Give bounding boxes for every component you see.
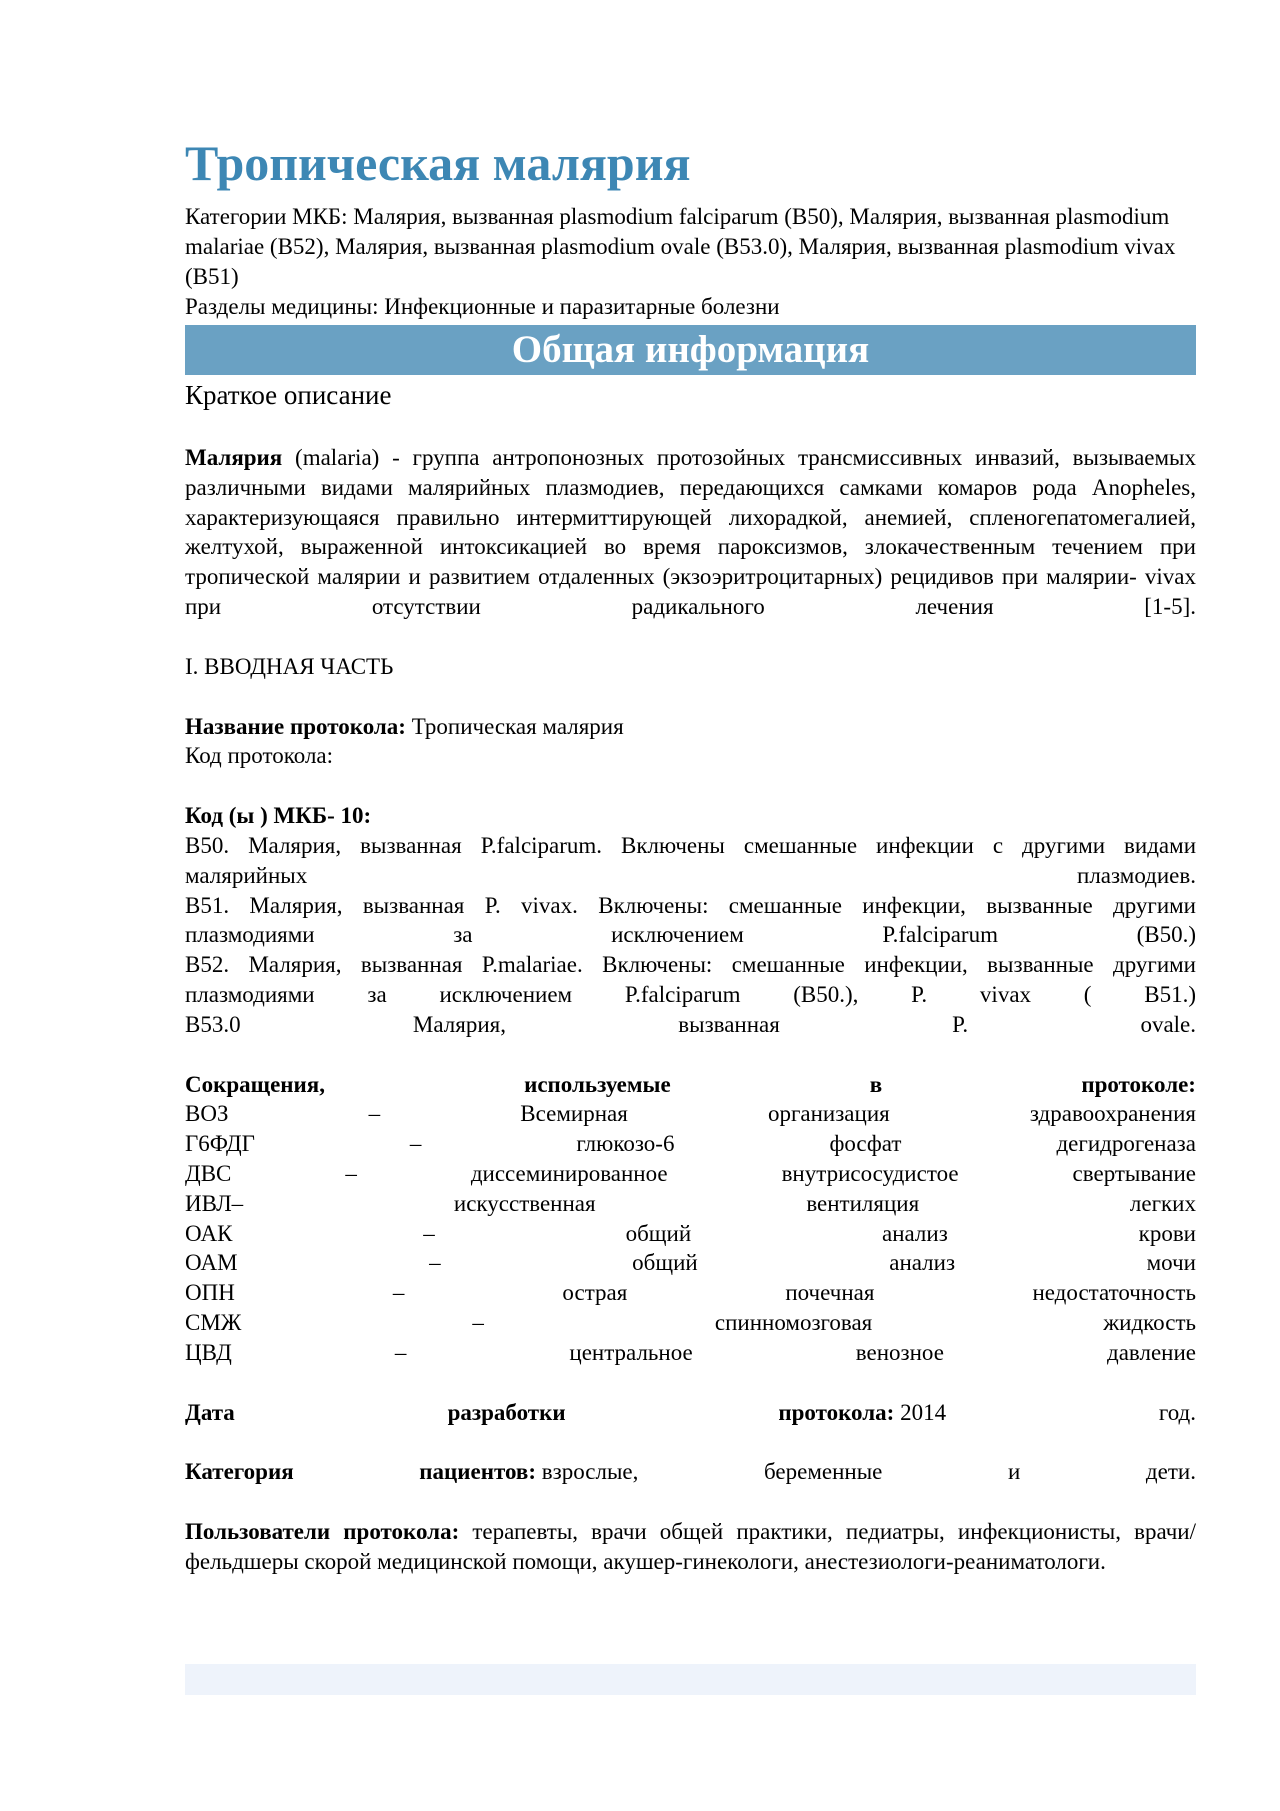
abbreviation-word: крови [1138, 1220, 1196, 1246]
icd-categories: Категории МКБ: Малярия, вызванная plasmodium falciparum (B50), Малярия, вызванная plasmodium malariae (B52), Малярия, вызванная plasmodium ovale (B53.0), Малярия, вызванная plasmodium vivax (B51) [185, 204, 1176, 289]
abbreviation-word: дегидрогеназа [1056, 1131, 1196, 1157]
abbreviations-heading [185, 1070, 1196, 1100]
abbreviation-row [185, 1308, 1196, 1338]
abbr-heading-word: в [869, 1071, 883, 1097]
dev-date-word: год. [1158, 1399, 1196, 1425]
abbreviation-word: ОАМ [185, 1250, 238, 1276]
patient-word: дети. [1145, 1459, 1196, 1485]
abbreviation-word: жидкость [1103, 1309, 1196, 1335]
abbreviation-word: Всемирная [520, 1101, 628, 1127]
patient-label: пациентов: [419, 1459, 536, 1485]
abbreviation-word: – [392, 1280, 405, 1306]
abbreviation-word: общий [632, 1250, 698, 1276]
malaria-definition [185, 443, 1196, 622]
abbreviation-word: диссеминированное [470, 1160, 668, 1186]
protocol-code: Код протокола: [185, 743, 334, 769]
abbreviation-word: – [472, 1309, 484, 1335]
patient-category [185, 1457, 1196, 1487]
dev-date-word [778, 1398, 946, 1428]
abbr-heading-word: используемые [524, 1071, 671, 1097]
abbreviation-word: венозное [855, 1339, 944, 1365]
abbreviation-word: давление [1107, 1339, 1196, 1365]
abbreviation-word: – [394, 1339, 407, 1365]
medicine-sections: Разделы медицины: Инфекционные и паразитарные болезни [185, 294, 780, 319]
protocol-users [185, 1517, 1196, 1577]
patient-word [419, 1457, 638, 1487]
abbreviation-word: анализ [889, 1250, 956, 1276]
abbreviation-word: вентиляция [806, 1190, 920, 1216]
abbreviation-word: недостаточность [1032, 1280, 1196, 1306]
dev-date-word: разработки [447, 1399, 566, 1425]
abbr-heading-word: протоколе: [1081, 1071, 1196, 1097]
dev-date-word: Дата [185, 1399, 235, 1425]
abbreviation-row [185, 1219, 1196, 1249]
abbreviation-row [185, 1248, 1196, 1278]
abbreviation-word: ЦВД [185, 1339, 232, 1365]
abbreviation-word: – [423, 1220, 435, 1246]
abbreviation-word: – [345, 1160, 357, 1186]
abbreviation-word: ОАК [185, 1220, 233, 1246]
abbreviation-row [185, 1338, 1196, 1368]
abbreviations-list [185, 1099, 1196, 1367]
section-band-general-info: Общая информация [185, 325, 1196, 375]
protocol-name [185, 712, 1196, 742]
definition-term: Малярия [185, 445, 283, 470]
patient-word: и [1007, 1459, 1021, 1485]
document-page [185, 132, 1196, 1577]
abbr-heading-word: Сокращения, [185, 1071, 325, 1097]
abbreviation-word: – [368, 1101, 381, 1127]
abbreviation-row [185, 1129, 1196, 1159]
abbreviation-word: центральное [569, 1339, 693, 1365]
abbreviation-word: почечная [785, 1280, 875, 1306]
protocol-name-label: Название протокола: [185, 713, 406, 739]
icd-line: В51. Малярия, вызванная P. vivax. Включены: смешанные инфекции, вызванные другими плазмодиями за исключением P.falciparum (В50.) [185, 892, 1196, 948]
icd-line: В52. Малярия, вызванная P.malariae. Включены: смешанные инфекции, вызванные другими плазмодиями за исключением P.falciparum (В50.), P. vivax ( В51.) [185, 952, 1196, 1007]
abbreviation-word: спинномозговая [714, 1309, 873, 1335]
abbreviation-word: ДВС [185, 1160, 232, 1186]
abbreviation-word: здравоохранения [1029, 1101, 1196, 1127]
abbreviation-word: искусственная [453, 1190, 596, 1216]
abbreviation-word: внутрисосудистое [781, 1160, 959, 1186]
page-title: Тропическая малярия [185, 135, 691, 191]
dev-date-label: протокола: [778, 1399, 895, 1425]
icd-line: В53.0 Малярия, вызванная P. ovale. [185, 1011, 1196, 1037]
brief-description-heading: Краткое описание [185, 380, 392, 410]
development-date [185, 1398, 1196, 1428]
abbreviation-row [185, 1189, 1196, 1219]
abbreviation-word: мочи [1146, 1250, 1196, 1276]
abbreviation-word: СМЖ [185, 1309, 242, 1335]
abbreviation-word: ВОЗ [185, 1101, 229, 1127]
abbreviation-word: Г6ФДГ [185, 1131, 255, 1157]
intro-heading: I. ВВОДНАЯ ЧАСТЬ [185, 653, 394, 679]
abbreviation-word: – [409, 1131, 422, 1157]
abbreviation-row [185, 1099, 1196, 1129]
protocol-users-text: терапевты, врачи общей практики, педиатры, инфекционисты, врачи/фельдшеры скорой медицинской помощи, акушер-гинекологи, анестезиологи-реаниматологи. [185, 1519, 1197, 1574]
patient-value: взрослые, [536, 1459, 639, 1485]
abbreviation-word: анализ [881, 1220, 948, 1246]
abbreviation-word: – [429, 1250, 441, 1276]
bottom-shaded-bar [185, 1664, 1196, 1695]
abbreviation-word: острая [562, 1280, 628, 1306]
abbreviation-word: свертывание [1072, 1160, 1196, 1186]
abbreviation-word: легких [1129, 1190, 1196, 1216]
abbreviation-row [185, 1159, 1196, 1189]
abbreviation-word: организация [767, 1101, 890, 1127]
abbreviation-row [185, 1278, 1196, 1308]
icd-label: Код (ы ) МКБ- 10: [185, 803, 372, 829]
abbreviation-word: глюкозо-6 [576, 1131, 675, 1157]
patient-word: беременные [764, 1459, 883, 1485]
dev-date-year: 2014 [894, 1399, 947, 1425]
protocol-users-label: Пользователи протокола: [185, 1519, 460, 1545]
protocol-name-value: Тропическая малярия [405, 713, 624, 739]
abbreviation-word: общий [625, 1220, 692, 1246]
patient-word: Категория [185, 1459, 294, 1485]
abbreviation-word: ИВЛ– [185, 1190, 244, 1216]
abbreviation-word: фосфат [829, 1131, 902, 1157]
definition-text: (malaria) - группа антропонозных протозойных трансмиссивных инвазий, вызываемых различными видами малярийных плазмодиев, передающихся самками комаров рода Anopheles, характеризующаяся правильно интермиттирующей лихорадкой, анемией, спленогепатомегалией, желтухой, выраженной интоксикацией во время пароксизмов, злокачественным течением при тропической малярии и развитием отдаленных (экзоэритроцитарных) рецидивов при малярии- vivax при отсутствии радикального лечения [1-5]. [185, 445, 1196, 619]
abbreviation-word: ОПН [185, 1280, 235, 1306]
icd-line: В50. Малярия, вызванная P.falciparum. Включены смешанные инфекции с другими видами малярийных плазмодиев. [185, 832, 1196, 888]
